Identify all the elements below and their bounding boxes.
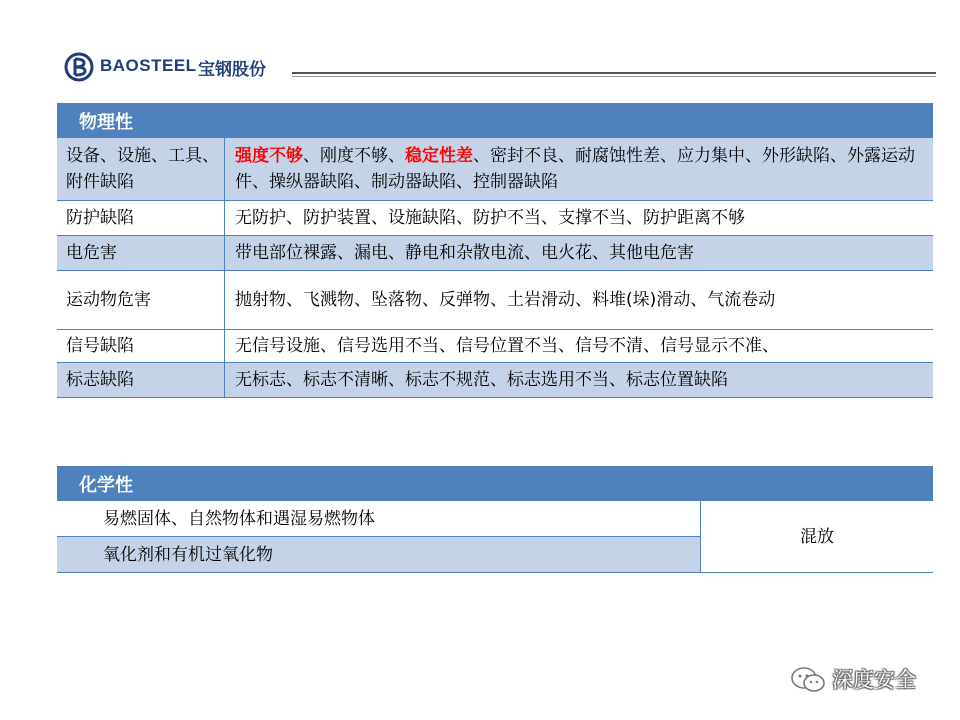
table-row xyxy=(57,138,933,201)
description-cell: 无信号设施、信号选用不当、信号位置不当、信号不清、信号显示不准、 xyxy=(225,330,934,363)
chemical-section-title: 化学性 xyxy=(57,466,933,501)
description-cell: 无防护、防护装置、设施缺陷、防护不当、支撑不当、防护距离不够 xyxy=(225,201,934,236)
category-cell: 标志缺陷 xyxy=(57,363,225,398)
category-cell: 信号缺陷 xyxy=(57,330,225,363)
wechat-icon xyxy=(790,666,826,694)
header-divider xyxy=(292,72,936,74)
table-row xyxy=(57,271,933,330)
baosteel-logo-icon xyxy=(64,52,94,82)
highlight-text: 稳定性差 xyxy=(405,146,473,166)
highlight-text: 强度不够 xyxy=(235,146,303,166)
table-row xyxy=(57,363,933,398)
logo-text: BAOSTEEL xyxy=(100,56,197,75)
physical-section-title: 物理性 xyxy=(57,103,933,138)
description-cell: 抛射物、飞溅物、坠落物、反弹物、土岩滑动、料堆(垛)滑动、气流卷动 xyxy=(225,271,934,330)
category-cell: 设备、设施、工具、附件缺陷 xyxy=(57,138,225,201)
category-cell: 防护缺陷 xyxy=(57,201,225,236)
description-text: 、刚度不够、 xyxy=(303,146,405,166)
description-cell: 无标志、标志不清晰、标志不规范、标志选用不当、标志位置缺陷 xyxy=(225,363,934,398)
category-cell: 运动物危害 xyxy=(57,271,225,330)
physical-hazards-table xyxy=(57,103,933,398)
chemical-item-cell: 易燃固体、自然物体和遇湿易燃物体 xyxy=(57,501,701,537)
header-divider-thin xyxy=(292,76,936,77)
chemical-hazards-table xyxy=(57,466,933,573)
page-header xyxy=(64,48,936,84)
chemical-item-cell: 氧化剂和有机过氧化物 xyxy=(57,537,701,573)
watermark-text: 深度安全 xyxy=(832,668,916,692)
mix-storage-cell: 混放 xyxy=(701,501,934,573)
table-row xyxy=(57,236,933,271)
category-cell: 电危害 xyxy=(57,236,225,271)
description-cell xyxy=(225,138,934,201)
table-row xyxy=(57,201,933,236)
logo-chinese-text: 宝钢股份 xyxy=(198,60,266,80)
table-row xyxy=(57,330,933,363)
table-row xyxy=(57,501,933,537)
description-text: 、密封不良、耐腐蚀性差、应力集中、外形缺陷、外露运动件、操纵器缺陷、制动器缺陷、控制器缺陷 xyxy=(235,146,915,192)
description-cell: 带电部位裸露、漏电、静电和杂散电流、电火花、其他电危害 xyxy=(225,236,934,271)
